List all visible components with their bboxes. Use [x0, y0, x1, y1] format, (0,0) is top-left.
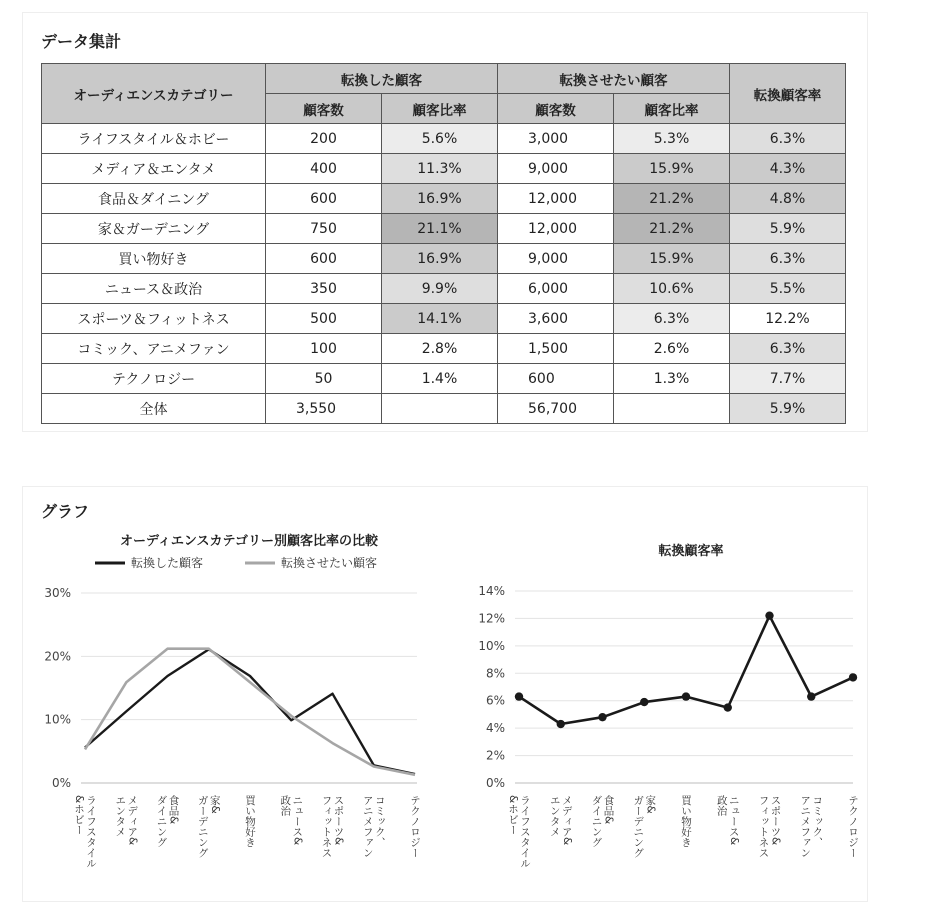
- conversion-rate: 6.3%: [730, 244, 846, 274]
- y-tick-label: 0%: [485, 776, 505, 790]
- target-count: 56,700: [498, 394, 614, 424]
- x-tick-label: ライフスタイル: [519, 795, 531, 869]
- conversion-rate: 7.7%: [730, 364, 846, 394]
- row-category: 全体: [42, 394, 266, 424]
- converted-ratio: 14.1%: [382, 304, 498, 334]
- target-count: 3,000: [498, 124, 614, 154]
- target-ratio: 1.3%: [614, 364, 730, 394]
- graph-card: [22, 486, 868, 902]
- row-category: ニュース＆政治: [42, 274, 266, 304]
- converted-ratio: 11.3%: [382, 154, 498, 184]
- x-tick-label: 家&: [208, 795, 221, 814]
- x-tick-label: ダイニング: [155, 795, 168, 848]
- data-point: [724, 703, 732, 711]
- subheader-target-ratio: 顧客比率: [614, 94, 730, 124]
- x-tick-label: フィットネス: [757, 795, 770, 858]
- target-count: 12,000: [498, 184, 614, 214]
- converted-ratio: 1.4%: [382, 364, 498, 394]
- target-count: 6,000: [498, 274, 614, 304]
- y-tick-label: 12%: [478, 611, 505, 626]
- target-ratio: 15.9%: [614, 154, 730, 184]
- conversion-rate: 5.9%: [730, 394, 846, 424]
- table-row: [42, 244, 846, 274]
- conversion-rate: 6.3%: [730, 124, 846, 154]
- data-point: [598, 713, 606, 721]
- x-tick-label: 買い物好き: [244, 795, 256, 848]
- x-tick-label: 政治: [279, 795, 292, 816]
- y-tick-label: 14%: [478, 584, 505, 598]
- data-point: [682, 692, 690, 700]
- row-category: スポーツ＆フィットネス: [42, 304, 266, 334]
- y-tick-label: 0%: [51, 776, 71, 790]
- conversion-rate: 6.3%: [730, 334, 846, 364]
- converted-count: 400: [266, 154, 382, 184]
- x-tick-label: 食品&: [602, 795, 615, 825]
- table-row: [42, 124, 846, 154]
- conversion-rate: 4.8%: [730, 184, 846, 214]
- row-category: メディア＆エンタメ: [42, 154, 266, 184]
- table-row: [42, 154, 846, 184]
- x-tick-label: ガーデニング: [632, 795, 645, 858]
- table-row: [42, 214, 846, 244]
- x-tick-label: テクノロジー: [847, 795, 859, 858]
- data-point: [765, 611, 773, 619]
- converted-count: 600: [266, 184, 382, 214]
- target-ratio: 5.3%: [614, 124, 730, 154]
- x-tick-label: メディア&: [126, 795, 139, 846]
- target-count: 3,600: [498, 304, 614, 334]
- x-tick-label: ガーデニング: [196, 795, 209, 858]
- target-ratio: 15.9%: [614, 244, 730, 274]
- y-tick-label: 6%: [485, 693, 505, 708]
- converted-count: 500: [266, 304, 382, 334]
- x-tick-label: ダイニング: [590, 795, 603, 848]
- x-tick-label: エンタメ: [548, 795, 561, 837]
- y-tick-label: 8%: [485, 666, 505, 681]
- chart-title: オーディエンスカテゴリー別顧客比率の比較: [119, 534, 379, 549]
- conversion-rate: 12.2%: [730, 304, 846, 334]
- x-tick-label: アニメファン: [361, 795, 374, 858]
- converted-ratio: 21.1%: [382, 214, 498, 244]
- converted-ratio: [382, 394, 498, 424]
- conversion-rate: 4.3%: [730, 154, 846, 184]
- table-row: [42, 334, 846, 364]
- x-tick-label: 政治: [715, 795, 728, 816]
- header-converted-group: 転換した顧客: [266, 64, 498, 94]
- x-tick-label: &ホビー: [507, 795, 519, 835]
- y-tick-label: 10%: [478, 638, 505, 653]
- x-tick-label: フィットネス: [320, 795, 333, 858]
- chart-title: 転換顧客率: [658, 544, 724, 559]
- converted-count: 3,550: [266, 394, 382, 424]
- x-tick-label: 食品&: [167, 795, 180, 825]
- data-point: [640, 698, 648, 706]
- legend-label: 転換した顧客: [131, 556, 204, 570]
- data-point: [807, 692, 815, 700]
- conversion-rate: 5.9%: [730, 214, 846, 244]
- x-tick-label: テクノロジー: [409, 795, 421, 858]
- converted-count: 200: [266, 124, 382, 154]
- converted-count: 100: [266, 334, 382, 364]
- x-tick-label: アニメファン: [799, 795, 812, 858]
- x-tick-label: 買い物好き: [680, 795, 692, 848]
- target-count: 12,000: [498, 214, 614, 244]
- target-count: 9,000: [498, 154, 614, 184]
- conversion-rate-chart: [23, 487, 867, 901]
- subheader-converted-count: 顧客数: [266, 94, 382, 124]
- table-section-title: データ集計: [41, 32, 122, 51]
- table-row: [42, 184, 846, 214]
- converted-ratio: 2.8%: [382, 334, 498, 364]
- x-tick-label: スポーツ&: [332, 795, 345, 846]
- x-tick-label: ニュース&: [291, 795, 304, 846]
- header-target-group: 転換させたい顧客: [498, 64, 730, 94]
- series-line-1: [519, 616, 853, 724]
- converted-count: 750: [266, 214, 382, 244]
- table-row: [42, 304, 846, 334]
- legend-label: 転換させたい顧客: [281, 556, 378, 570]
- x-tick-label: コミック、: [373, 795, 386, 848]
- row-category: ライフスタイル＆ホビー: [42, 124, 266, 154]
- x-tick-label: ライフスタイル: [85, 795, 97, 869]
- y-tick-label: 2%: [485, 748, 505, 763]
- y-tick-label: 10%: [44, 712, 71, 727]
- y-tick-label: 30%: [44, 586, 71, 600]
- graph-section-title: グラフ: [41, 502, 90, 521]
- data-table: [41, 63, 846, 424]
- table-row-total: [42, 394, 846, 424]
- y-tick-label: 20%: [44, 649, 71, 664]
- row-category: 食品＆ダイニング: [42, 184, 266, 214]
- converted-count: 350: [266, 274, 382, 304]
- converted-ratio: 16.9%: [382, 184, 498, 214]
- target-ratio: [614, 394, 730, 424]
- target-ratio: 2.6%: [614, 334, 730, 364]
- conversion-rate: 5.5%: [730, 274, 846, 304]
- x-tick-label: ニュース&: [727, 795, 740, 846]
- row-category: 家＆ガーデニング: [42, 214, 266, 244]
- row-category: 買い物好き: [42, 244, 266, 274]
- header-category: オーディエンスカテゴリー: [42, 64, 266, 124]
- data-point: [515, 692, 523, 700]
- target-count: 600: [498, 364, 614, 394]
- target-count: 9,000: [498, 244, 614, 274]
- subheader-target-count: 顧客数: [498, 94, 614, 124]
- target-ratio: 21.2%: [614, 214, 730, 244]
- converted-count: 50: [266, 364, 382, 394]
- x-tick-label: スポーツ&: [769, 795, 782, 846]
- target-count: 1,500: [498, 334, 614, 364]
- converted-ratio: 16.9%: [382, 244, 498, 274]
- target-ratio: 21.2%: [614, 184, 730, 214]
- header-conversion-rate: 転換顧客率: [730, 64, 846, 124]
- target-ratio: 6.3%: [614, 304, 730, 334]
- converted-ratio: 9.9%: [382, 274, 498, 304]
- converted-count: 600: [266, 244, 382, 274]
- row-category: コミック、アニメファン: [42, 334, 266, 364]
- x-tick-label: 家&: [644, 795, 657, 814]
- converted-ratio: 5.6%: [382, 124, 498, 154]
- y-tick-label: 4%: [485, 721, 505, 736]
- table-row: [42, 364, 846, 394]
- subheader-converted-ratio: 顧客比率: [382, 94, 498, 124]
- data-point: [849, 673, 857, 681]
- x-tick-label: &ホビー: [73, 795, 85, 835]
- data-summary-card: [22, 12, 868, 432]
- target-ratio: 10.6%: [614, 274, 730, 304]
- x-tick-label: メディア&: [560, 795, 573, 846]
- x-tick-label: コミック、: [811, 795, 824, 848]
- table-row: [42, 274, 846, 304]
- row-category: テクノロジー: [42, 364, 266, 394]
- data-point: [557, 720, 565, 728]
- x-tick-label: エンタメ: [114, 795, 127, 837]
